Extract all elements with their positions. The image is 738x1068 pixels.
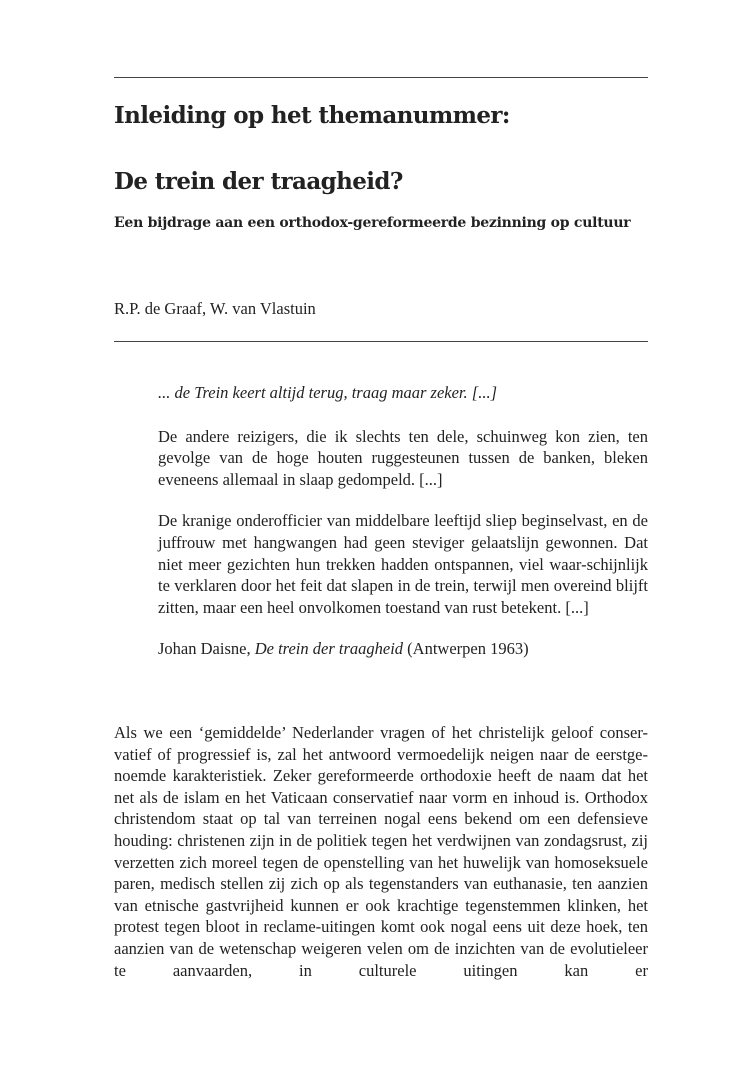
document-page xyxy=(114,0,648,1068)
article-title-line2: De trein der traagheid? xyxy=(114,168,403,195)
header-bottom-rule xyxy=(114,341,648,342)
epigraph-opening: ... de Trein keert altijd terug, traag maar zeker. [...] xyxy=(158,383,497,402)
article-authors: R.P. de Graaf, W. van Vlastuin xyxy=(114,299,316,318)
epigraph-source-title: De trein der traagheid xyxy=(254,639,404,659)
top-rule xyxy=(114,77,648,78)
epigraph-paragraph: De kranige onderofficier van middelbare leeftijd sliep beginselvast, en de juffrouw met hangwangen had geen steviger gelaatslijn gewonnen. Dat niet meer gezichten hun trekken hadden ontspannen, viel waar-schijnlijk te verklaren door het feit dat slapen in de trein, terwijl men overeind blijft zitten, maar een heel onvolkomen toestand van rust betekent. [...] xyxy=(158,511,648,617)
body-paragraph: Als we een ‘gemiddelde’ Nederlander vragen of het christelijk geloof conser-vatief of progressief is, zal het antwoord vermoedelijk neigen naar de eerstge-noemde karakteristiek. Zeker gereformeerde orthodoxie heeft de naam dat het net als de islam en het Vaticaan conservatief naar vorm en inhoud is. Orthodox christendom staat op tal van terreinen nogal eens bekend om een defensieve houding: christenen zijn in de politiek tegen het verdwijnen van zondagsrust, zij verzetten zich moreel tegen de openstelling van het huwelijk van homoseksuele paren, medisch stellen zij zich op als tegenstanders van euthanasie, ten aanzien van etnische gastvrijheid kunnen er ook krachtige tegenstemmen klinken, het protest tegen bloot in reclame-uitingen komt ook nogal eens uit deze hoek, ten aanzien van de wetenschap weigeren velen om de inzichten van de evolutieleer te aanvaarden, in culturele uitingen kan er xyxy=(114,723,648,980)
epigraph-source xyxy=(158,638,648,660)
article-subtitle: Een bijdrage aan een orthodox-gereformeerde bezinning op cultuur xyxy=(114,215,631,231)
epigraph-source-place: (Antwerpen 1963) xyxy=(403,639,529,659)
epigraph-source-author: Johan Daisne, xyxy=(158,639,255,659)
epigraph-block xyxy=(158,382,648,680)
article-title-line1: Inleiding op het themanummer: xyxy=(114,102,510,129)
epigraph-paragraph: De andere reizigers, die ik slechts ten dele, schuinweg kon zien, ten gevolge van de hoge houten ruggesteunen tussen de banken, bleken eveneens allemaal in slaap gedompeld. [...] xyxy=(158,426,648,489)
